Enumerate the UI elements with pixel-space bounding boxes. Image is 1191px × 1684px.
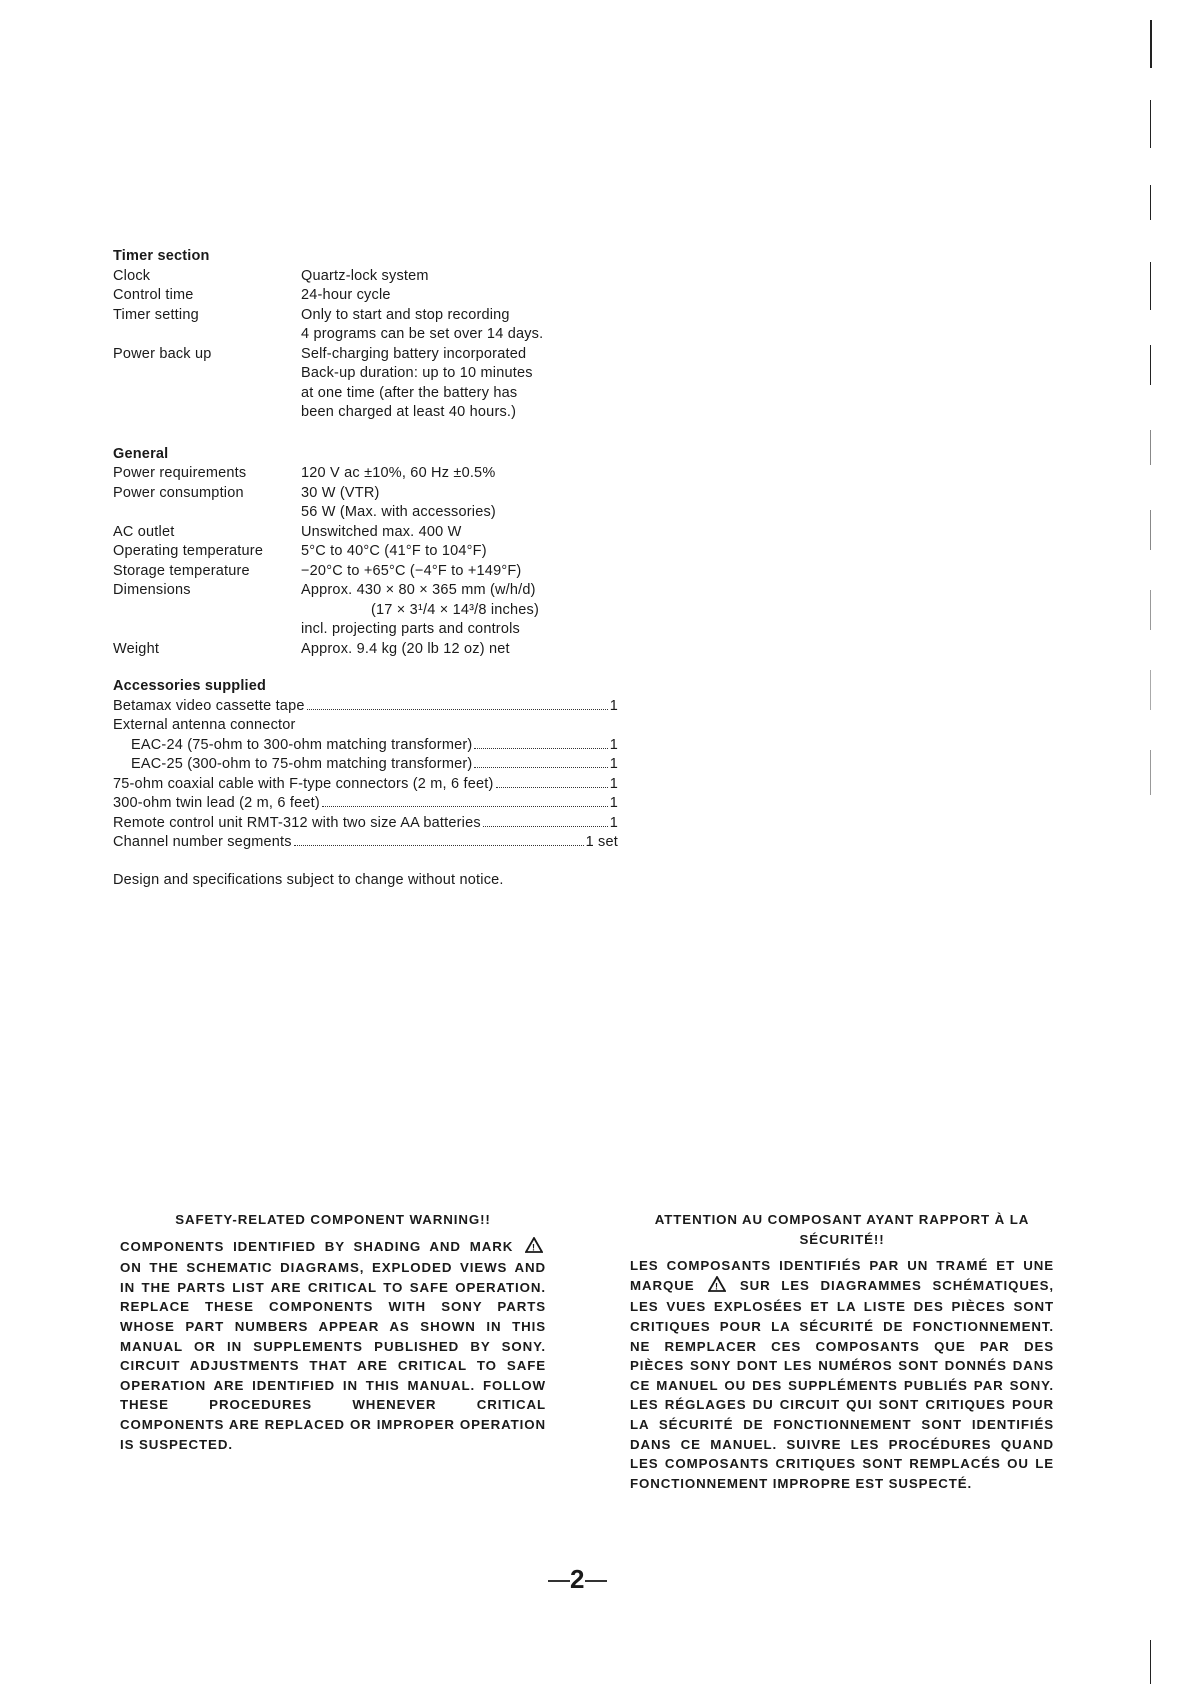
spec-label: Operating temperature: [113, 543, 264, 559]
spec-row-power-requirements: [113, 464, 623, 484]
spec-value-line: Back-up duration: up to 10 minutes: [301, 365, 533, 381]
accessory-qty: 1 set: [585, 834, 618, 850]
spec-value-line: 56 W (Max. with accessories): [301, 504, 496, 520]
scan-mark: [1150, 262, 1151, 310]
spec-label: Clock: [113, 267, 151, 284]
scan-mark: [1150, 510, 1151, 550]
spec-row-operating-temperature: [113, 542, 623, 562]
spec-row-clock: [113, 267, 623, 287]
warning-text: SUR LES DIAGRAMMES SCHÉMATIQUES, LES VUES EXPLOSÉES ET LA LISTE DES PIÈCES SONT CRITIQUES POUR LA SÉCURITÉ DE FONCTIONNEMENT. NE REMPLACER CES COMPOSANTS QUE PAR DES PIÈCES SONY DONT LES NUMÉROS SONT DONNÉS DANS CE MANUEL OU DES SUPPLÉMENTS PUBLIÉS PAR SONY. LES RÉGLAGES DU CIRCUIT QUI SONT CRITIQUES POUR LA SÉCURITÉ DE FONCTIONNEMENT SONT IDENTIFIÉS DANS CE MANUEL. SUIVRE LES PROCÉDURES QUAND LES COMPOSANTS CRITIQUES SONT REMPLACÉS OU LE FONCTIONNEMENT IMPROPRE EST SUSPECTÉ.: [630, 1277, 1054, 1491]
spec-value-line: (17 × 3¹/4 × 14³/8 inches): [371, 601, 540, 618]
accessory-qty: 1: [609, 795, 618, 811]
spec-label: Storage temperature: [113, 562, 250, 579]
spec-value: Approx. 9.4 kg (20 lb 12 oz) net: [301, 640, 510, 657]
accessory-name: Remote control unit RMT-312 with two size AA batteries: [113, 814, 481, 831]
spec-value-line: Only to start and stop recording: [301, 306, 510, 323]
safety-warning-french: [630, 1210, 1054, 1493]
spec-row-dimensions: [113, 581, 623, 640]
page-number-value: 2: [570, 1564, 586, 1594]
spec-value: Quartz-lock system: [301, 267, 429, 284]
dash-left: [548, 1580, 570, 1582]
spec-value-line: incl. projecting parts and controls: [301, 621, 520, 637]
spec-value: −20°C to +65°C (−4°F to +149°F): [301, 562, 522, 579]
scan-mark: [1150, 1640, 1151, 1684]
warning-body: [630, 1256, 1054, 1493]
accessories-section-title: Accessories supplied: [113, 678, 267, 694]
spec-value: [301, 345, 623, 423]
spec-value: [301, 306, 623, 345]
spec-value: 5°C to 40°C (41°F to 104°F): [301, 543, 487, 559]
accessory-qty: 1: [609, 736, 618, 753]
scan-mark: [1150, 430, 1151, 465]
accessory-name: 300-ohm twin lead (2 m, 6 feet): [113, 795, 320, 811]
spec-value-line: Approx. 430 × 80 × 365 mm (w/h/d): [301, 582, 536, 598]
spec-label: AC outlet: [113, 523, 175, 540]
accessory-item: [113, 755, 618, 775]
spec-value: [301, 484, 623, 523]
scan-mark: [1150, 670, 1151, 710]
accessory-qty: 1: [609, 697, 618, 714]
specifications: [113, 247, 623, 890]
warning-triangle-icon: [525, 1237, 543, 1259]
page-number: [548, 1564, 607, 1595]
spec-label: Power consumption: [113, 484, 244, 501]
accessory-name: 75-ohm coaxial cable with F-type connectors (2 m, 6 feet): [113, 775, 494, 792]
spec-value: 120 V ac ±10%, 60 Hz ±0.5%: [301, 465, 496, 481]
accessory-qty: 1: [609, 814, 618, 831]
accessory-qty: 1: [609, 756, 618, 772]
timer-section-title: Timer section: [113, 248, 210, 264]
accessory-qty: 1: [609, 775, 618, 792]
warning-triangle-icon: [708, 1276, 726, 1298]
spec-row-timer-setting: [113, 306, 623, 345]
accessory-item: [113, 736, 618, 756]
warning-title: SAFETY-RELATED COMPONENT WARNING!!: [175, 1212, 491, 1227]
spec-row-ac-outlet: [113, 523, 623, 543]
warning-text: COMPONENTS IDENTIFIED BY SHADING AND MARK: [120, 1238, 514, 1254]
warning-title: ATTENTION AU COMPOSANT AYANT RAPPORT À LA SÉCURITÉ!!: [654, 1212, 1030, 1247]
spec-row-storage-temperature: [113, 562, 623, 582]
scan-mark: [1150, 20, 1152, 68]
spec-label: Dimensions: [113, 582, 191, 598]
spec-value-line: at one time (after the battery has: [301, 384, 518, 401]
spec-label: Weight: [113, 640, 160, 657]
accessory-item: [113, 697, 618, 717]
general-section-title: General: [113, 445, 169, 462]
warning-body: [120, 1237, 546, 1455]
spec-row-power-back-up: [113, 345, 623, 423]
spec-value-line: been charged at least 40 hours.): [301, 404, 517, 420]
spec-value-line: Self-charging battery incorporated: [301, 345, 527, 362]
specifications-note: Design and specifications subject to change without notice.: [113, 871, 504, 888]
scan-mark: [1150, 185, 1151, 220]
svg-text:!: !: [532, 1242, 536, 1253]
spec-label: Timer setting: [113, 306, 199, 323]
spec-label: Control time: [113, 287, 194, 303]
accessory-item: [113, 716, 618, 736]
accessory-name: Betamax video cassette tape: [113, 697, 305, 714]
accessory-name: EAC-24 (75-ohm to 300-ohm matching transformer): [131, 736, 473, 753]
scan-mark: [1150, 750, 1151, 795]
spec-row-control-time: [113, 286, 623, 306]
accessory-item: [113, 794, 618, 814]
spec-value-line: 30 W (VTR): [301, 484, 380, 501]
accessory-item: [113, 814, 618, 834]
safety-warning-english: [120, 1210, 546, 1454]
spec-label: Power back up: [113, 345, 212, 362]
accessory-item: [113, 775, 618, 795]
warning-text: LES COMPOSANTS IDENTIFIÉS PAR UN TRAMÉ ET UNE MARQUE: [630, 1258, 1054, 1293]
scan-mark: [1150, 590, 1151, 630]
svg-text:!: !: [715, 1281, 720, 1292]
accessory-item: [113, 833, 618, 853]
spec-value-line: 4 programs can be set over 14 days.: [301, 326, 544, 342]
accessories-list: [113, 697, 618, 853]
scan-mark: [1150, 345, 1151, 385]
scan-mark: [1150, 100, 1151, 148]
accessory-name: External antenna connector: [113, 717, 296, 733]
spec-value: 24-hour cycle: [301, 287, 391, 303]
dash-right: [585, 1580, 607, 1582]
spec-value: [301, 581, 623, 640]
accessory-name: EAC-25 (300-ohm to 75-ohm matching transformer): [131, 756, 473, 772]
spec-value: Unswitched max. 400 W: [301, 523, 462, 540]
spec-label: Power requirements: [113, 465, 247, 481]
accessory-name: Channel number segments: [113, 834, 292, 850]
warning-text: ON THE SCHEMATIC DIAGRAMS, EXPLODED VIEWS AND IN THE PARTS LIST ARE CRITICAL TO SAFE OPERATION. REPLACE THESE COMPONENTS WITH SONY PARTS WHOSE PART NUMBERS APPEAR AS SHOWN IN THIS MANUAL OR IN SUPPLEMENTS PUBLISHED BY SONY. CIRCUIT ADJUSTMENTS THAT ARE CRITICAL TO SAFE OPERATION ARE IDENTIFIED IN THIS MANUAL. FOLLOW THESE PROCEDURES WHENEVER CRITICAL COMPONENTS ARE REPLACED OR IMPROPER OPERATION IS SUSPECTED.: [120, 1260, 546, 1452]
spec-row-power-consumption: [113, 484, 623, 523]
spec-row-weight: [113, 640, 623, 660]
